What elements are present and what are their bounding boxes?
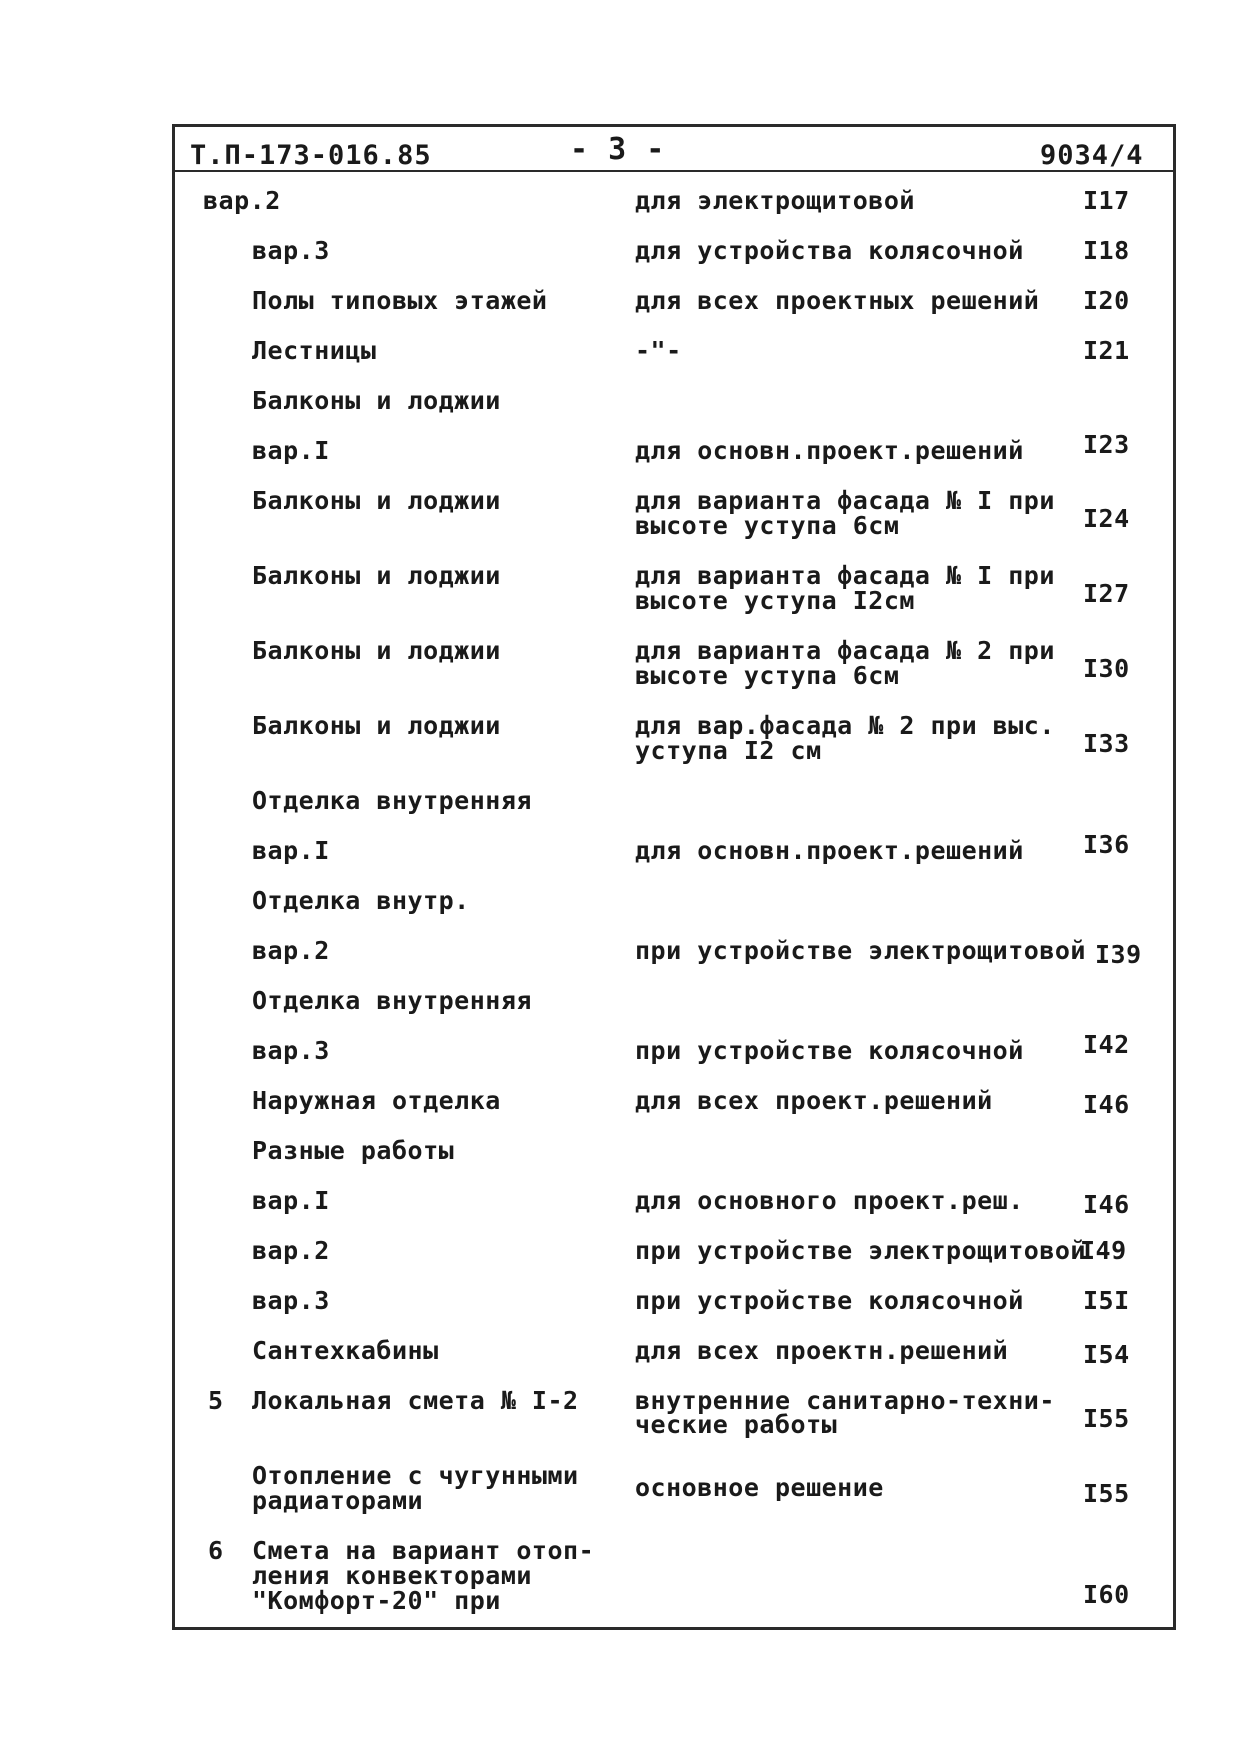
item-page: I55 bbox=[1083, 1404, 1130, 1433]
item-name: вар.2 bbox=[252, 936, 330, 965]
item-page: I54 bbox=[1083, 1340, 1130, 1369]
item-name: Разные работы bbox=[252, 1136, 455, 1165]
item-name: Балконы и лоджии bbox=[252, 711, 501, 740]
item-name: Отделка внутр. bbox=[252, 886, 470, 915]
item-number: 6 bbox=[208, 1536, 224, 1565]
item-name: вар.3 bbox=[252, 236, 330, 265]
item-page: I36 bbox=[1083, 830, 1130, 859]
item-name: Сантехкабины bbox=[252, 1336, 439, 1365]
sheet-number: 9034/4 bbox=[1040, 140, 1144, 171]
item-page: I27 bbox=[1083, 579, 1130, 608]
item-name: Балконы и лоджии bbox=[252, 386, 501, 415]
item-name: вар.I bbox=[252, 836, 330, 865]
item-name: вар.2 bbox=[252, 1236, 330, 1265]
item-name: Наружная отделка bbox=[252, 1086, 501, 1115]
item-page: I24 bbox=[1083, 504, 1130, 533]
item-name: Балконы и лоджии bbox=[252, 561, 501, 590]
item-desc-line2: уступа I2 см bbox=[635, 736, 822, 765]
item-page: I46 bbox=[1083, 1190, 1130, 1219]
item-name-line1: Отопление с чугунными bbox=[252, 1461, 579, 1490]
item-desc: -"- bbox=[635, 336, 682, 365]
item-desc: при устройстве электрощитовой bbox=[635, 1236, 1086, 1265]
item-page: I23 bbox=[1083, 430, 1130, 459]
item-name-line2: радиаторами bbox=[252, 1486, 424, 1515]
item-name: Лестницы bbox=[252, 336, 377, 365]
item-desc-line1: для варианта фасада № 2 при bbox=[635, 636, 1055, 665]
item-page: I18 bbox=[1083, 236, 1130, 265]
item-page: I5I bbox=[1083, 1286, 1130, 1315]
item-name-line2: ления конвекторами bbox=[252, 1561, 532, 1590]
item-name: Балконы и лоджии bbox=[252, 486, 501, 515]
item-desc: для электрощитовой bbox=[635, 186, 915, 215]
item-desc: при устройстве колясочной bbox=[635, 1286, 1024, 1315]
item-desc-line1: внутренние санитарно-техни- bbox=[635, 1386, 1055, 1415]
item-desc-line2: ческие работы bbox=[635, 1410, 838, 1439]
item-page: I46 bbox=[1083, 1090, 1130, 1119]
item-page: I21 bbox=[1083, 336, 1130, 365]
item-name: Балконы и лоджии bbox=[252, 636, 501, 665]
item-page: I55 bbox=[1083, 1479, 1130, 1508]
item-name: вар.2 bbox=[203, 186, 281, 215]
item-desc: для основн.проект.решений bbox=[635, 836, 1024, 865]
item-page: I49 bbox=[1080, 1236, 1127, 1265]
item-desc: для всех проект.решений bbox=[635, 1086, 993, 1115]
item-page: I33 bbox=[1083, 729, 1130, 758]
item-page: I30 bbox=[1083, 654, 1130, 683]
item-desc: при устройстве колясочной bbox=[635, 1036, 1024, 1065]
item-desc: для основн.проект.решений bbox=[635, 436, 1024, 465]
item-desc: основное решение bbox=[635, 1473, 884, 1502]
item-desc: для всех проектных решений bbox=[635, 286, 1040, 315]
item-page: I42 bbox=[1083, 1030, 1130, 1059]
item-desc-line2: высоте уступа 6см bbox=[635, 661, 900, 690]
item-name: Отделка внутренняя bbox=[252, 786, 532, 815]
item-number: 5 bbox=[208, 1386, 224, 1415]
item-desc-line1: для варианта фасада № I при bbox=[635, 486, 1055, 515]
item-desc: для устройства колясочной bbox=[635, 236, 1024, 265]
item-name: вар.I bbox=[252, 1186, 330, 1215]
item-page: I60 bbox=[1083, 1580, 1130, 1609]
item-desc: для всех проектн.решений bbox=[635, 1336, 1009, 1365]
item-name: Отделка внутренняя bbox=[252, 986, 532, 1015]
item-name-line1: Смета на вариант отоп- bbox=[252, 1536, 595, 1565]
item-page: I39 bbox=[1095, 940, 1142, 969]
item-page: I20 bbox=[1083, 286, 1130, 315]
item-page: I17 bbox=[1083, 186, 1130, 215]
item-desc-line1: для вар.фасада № 2 при выс. bbox=[635, 711, 1055, 740]
item-name: Локальная смета № I-2 bbox=[252, 1386, 579, 1415]
document-code: Т.П-173-016.85 bbox=[190, 140, 432, 171]
item-name-line3: "Комфорт-20" при bbox=[252, 1586, 501, 1615]
page-number: - 3 - bbox=[570, 132, 666, 167]
item-name: вар.I bbox=[252, 436, 330, 465]
item-desc: для основного проект.реш. bbox=[635, 1186, 1024, 1215]
item-name: вар.3 bbox=[252, 1286, 330, 1315]
item-desc-line1: для варианта фасада № I при bbox=[635, 561, 1055, 590]
item-desc: при устройстве электрощитовой bbox=[635, 936, 1086, 965]
item-name: Полы типовых этажей bbox=[252, 286, 548, 315]
item-desc-line2: высоте уступа 6см bbox=[635, 511, 900, 540]
item-desc-line2: высоте уступа I2см bbox=[635, 586, 915, 615]
item-name: вар.3 bbox=[252, 1036, 330, 1065]
